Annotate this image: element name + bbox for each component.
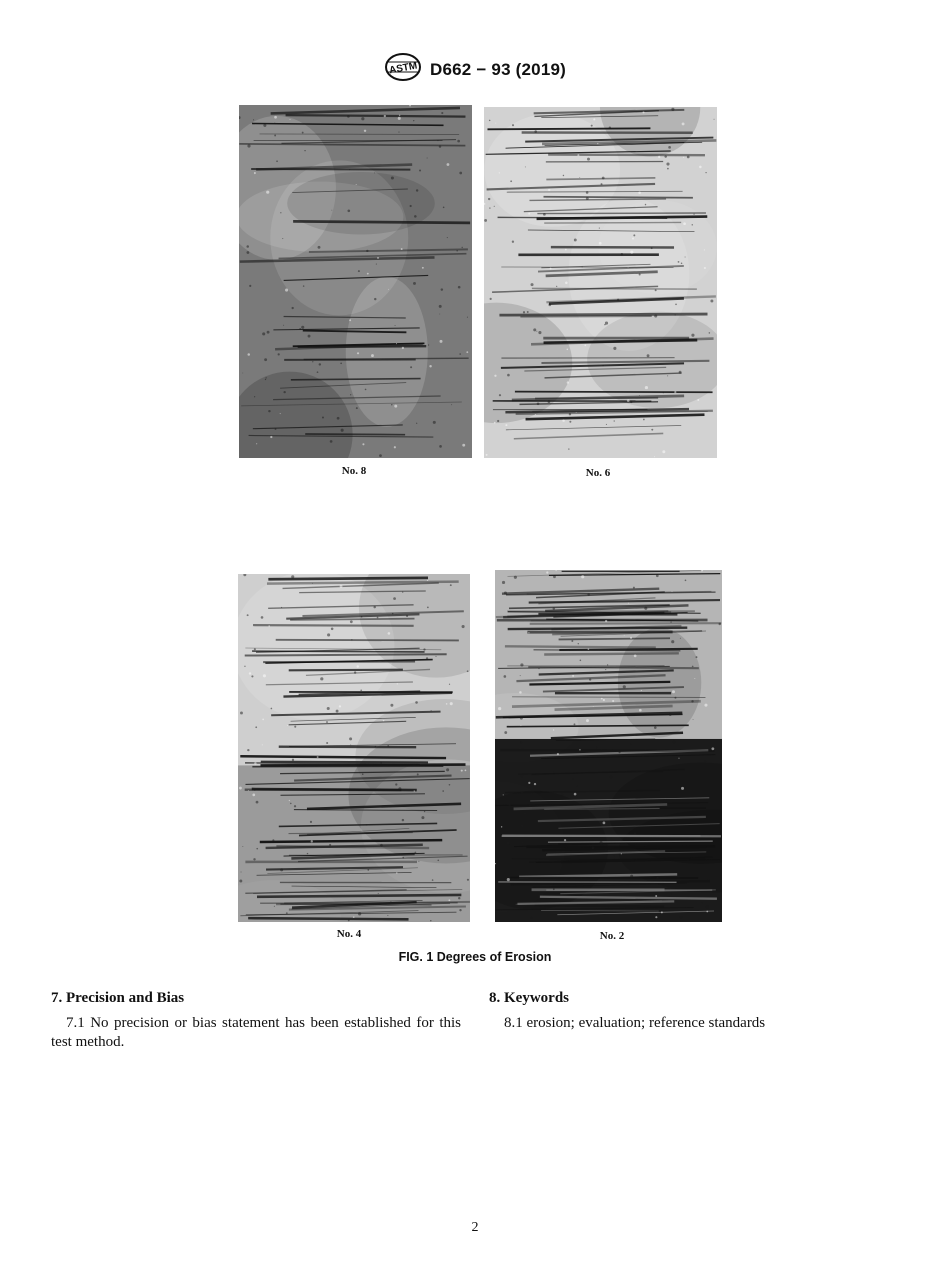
photo-label-no6: No. 6 xyxy=(585,467,611,479)
section-paragraph: 7.1 No precision or bias statement has been established for this test method. xyxy=(51,1015,461,1050)
page-header xyxy=(0,52,950,87)
section-keywords xyxy=(489,989,899,1033)
erosion-photo-no8 xyxy=(239,105,472,458)
photo-label-no4: No. 4 xyxy=(336,928,362,940)
document-id: D662 − 93 (2019) xyxy=(430,59,566,79)
erosion-photo-no2 xyxy=(495,570,722,922)
svg-text:ASTM: ASTM xyxy=(388,60,419,77)
astm-logo-icon xyxy=(384,52,422,87)
photo-label-no2: No. 2 xyxy=(599,930,625,942)
section-heading: 8. Keywords xyxy=(489,990,569,1006)
photo-label-no8: No. 8 xyxy=(341,465,367,477)
page-number: 2 xyxy=(471,1220,479,1235)
section-paragraph: 8.1 erosion; evaluation; reference standards xyxy=(504,1015,766,1031)
figure-caption: FIG. 1 Degrees of Erosion xyxy=(398,950,552,964)
section-precision-bias xyxy=(51,989,461,1052)
erosion-photo-no6 xyxy=(484,107,717,458)
section-heading: 7. Precision and Bias xyxy=(51,990,185,1006)
erosion-photo-no4 xyxy=(238,574,470,922)
